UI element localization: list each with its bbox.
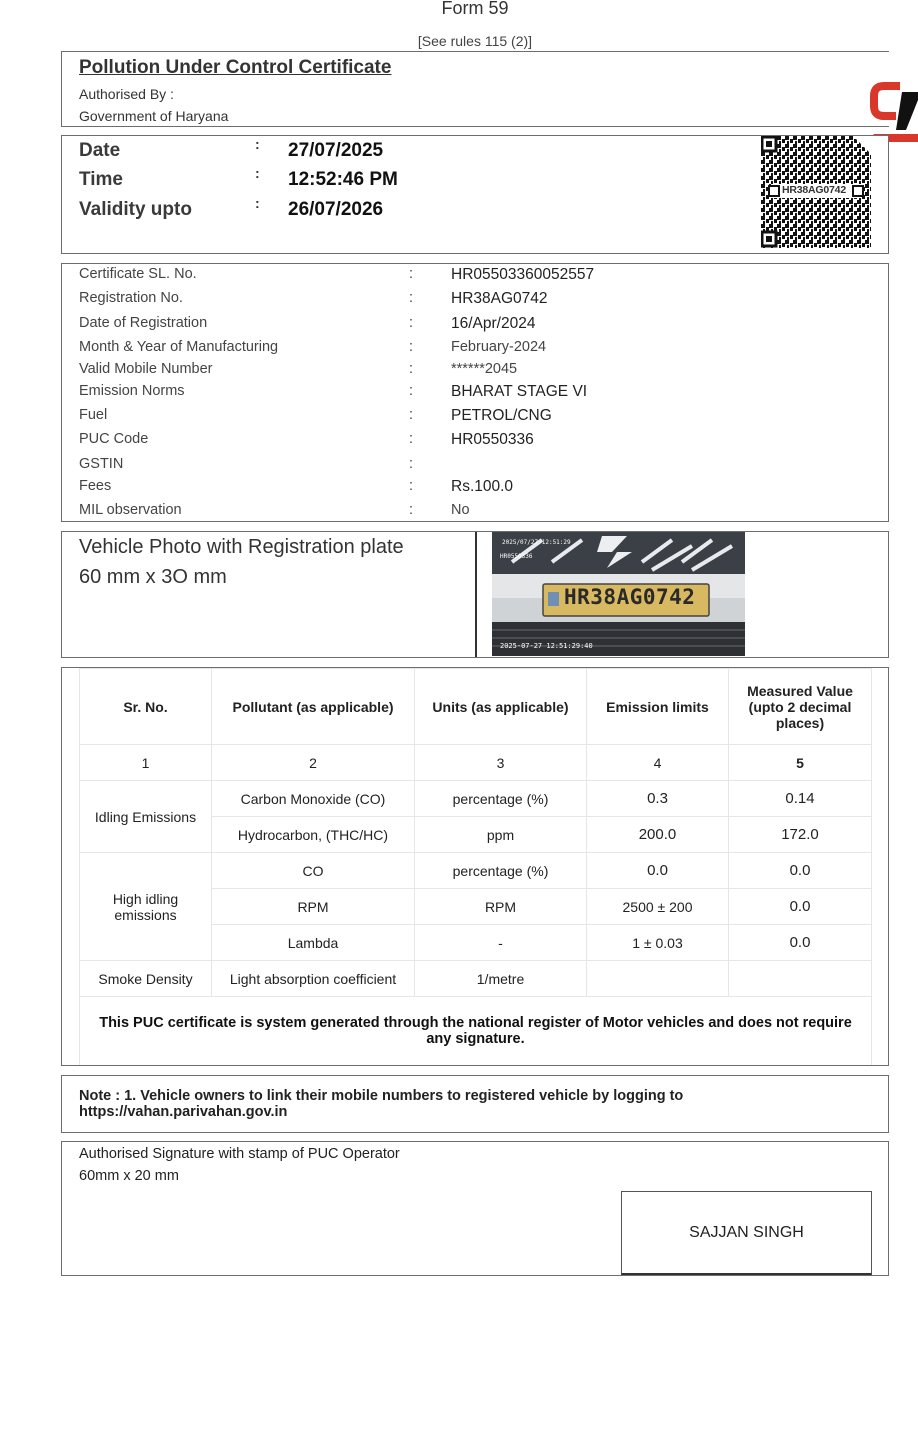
validity-value: 26/07/2026 [288,199,384,220]
detail-label: Certificate SL. No. [79,266,197,282]
table-row [80,853,872,889]
column-number: 5 [729,745,872,781]
separator: : [409,339,414,355]
note-section [61,1075,889,1133]
unit-cell: percentage (%) [415,781,587,817]
photo-divider [475,532,477,657]
detail-value: Rs.100.0 [451,478,514,495]
system-generated-note: This PUC certificate is system generated through the national register of Motor vehicles and does not require any signature. [80,997,872,1066]
separator: : [409,407,414,423]
column-number-row [80,745,872,781]
measured-cell: 0.0 [729,889,872,925]
detail-row-fees [79,478,879,500]
limit-cell [587,961,729,997]
measured-cell [729,961,872,997]
column-number: 1 [80,745,212,781]
pollutant-cell: Light absorption coefficient [212,961,415,997]
detail-row-registration-no [79,290,879,312]
unit-cell: percentage (%) [415,853,587,889]
column-header-limits: Emission limits [587,669,729,745]
measured-cell: 0.0 [729,925,872,961]
detail-row-certificate-sl-no [79,266,879,288]
qr-registration-text: HR38AG0742 [782,184,846,196]
date-value: 27/07/2025 [288,140,384,161]
separator: : [409,361,414,377]
column-header-sr-no: Sr. No. [80,669,212,745]
operator-signature-box [621,1191,872,1275]
column-header-measured: Measured Value (upto 2 decimal places) [729,669,872,745]
detail-row-gstin [79,456,879,478]
detail-label: Valid Mobile Number [79,361,213,377]
svg-text:HR0550336: HR0550336 [500,553,533,560]
separator: : [409,431,414,447]
separator: : [409,478,414,494]
detail-value: ******2045 [451,361,518,377]
separator: : [409,266,414,282]
svg-text:2025/07/27 12:51:29: 2025/07/27 12:51:29 [502,539,571,546]
detail-row-date-of-registration [79,315,879,337]
detail-value: PETROL/CNG [451,407,552,424]
limit-cell: 0.0 [587,853,729,889]
separator: : [409,383,414,399]
separator: : [255,195,260,211]
time-label: Time [79,169,124,190]
vehicle-photo-size: 60 mm x 3O mm [79,566,227,588]
authorised-by-label: Authorised By : [79,86,174,102]
detail-value: 16/Apr/2024 [451,315,536,332]
separator: : [409,290,414,306]
vehicle-photo-label: Vehicle Photo with Registration plate [79,536,404,558]
validity-label: Validity upto [79,199,192,220]
limit-cell: 2500 ± 200 [587,889,729,925]
detail-label: GSTIN [79,456,124,472]
detail-value: BHARAT STAGE VI [451,383,588,400]
unit-cell: - [415,925,587,961]
column-header-units: Units (as applicable) [415,669,587,745]
measured-cell: 172.0 [729,817,872,853]
time-value: 12:52:46 PM [288,169,398,190]
authority-name: Government of Haryana [79,108,229,124]
form-rule-reference: [See rules 115 (2)] [417,33,533,49]
emission-table [79,668,872,1065]
note-body: Note : 1. Vehicle owners to link their mobile numbers to registered vehicle by logging to [79,1088,684,1104]
note-text [79,1088,683,1120]
vehicle-details-section [61,263,889,522]
column-number: 2 [212,745,415,781]
vehicle-photo-section [61,531,889,658]
measured-cell: 0.14 [729,781,872,817]
pollutant-cell: CO [212,853,415,889]
detail-value: HR38AG0742 [451,290,548,307]
group-label-smoke-density: Smoke Density [80,961,212,997]
signature-label: Authorised Signature with stamp of PUC Operator [79,1146,400,1162]
separator: : [255,136,260,152]
vahan-link[interactable]: https://vahan.parivahan.gov.in [79,1104,288,1120]
limit-cell: 1 ± 0.03 [587,925,729,961]
unit-cell: 1/metre [415,961,587,997]
detail-value: No [451,502,470,518]
detail-label: PUC Code [79,431,149,447]
pollutant-cell: Carbon Monoxide (CO) [212,781,415,817]
detail-label: Fuel [79,407,108,423]
photo-timestamp: 2025-07-27 12:51:29:40 [500,642,593,650]
detail-row-manufacturing [79,339,879,361]
table-row [80,961,872,997]
detail-label: MIL observation [79,502,182,518]
separator: : [409,502,414,518]
column-number: 4 [587,745,729,781]
form-title: Form 59 [441,0,509,18]
detail-value: February-2024 [451,339,547,355]
emission-results-section [61,667,889,1066]
detail-label: Date of Registration [79,315,208,331]
limit-cell: 200.0 [587,817,729,853]
limit-cell: 0.3 [587,781,729,817]
detail-value: HR0550336 [451,431,534,448]
plate-number: HR38AG0742 [564,585,696,609]
group-label-idling: Idling Emissions [80,781,212,853]
measured-cell: 0.0 [729,853,872,889]
column-header-pollutant: Pollutant (as applicable) [212,669,415,745]
detail-label: Month & Year of Manufacturing [79,339,279,355]
unit-cell: RPM [415,889,587,925]
certificate-title: Pollution Under Control Certificate [79,57,392,78]
detail-row-mil-observation [79,502,879,524]
date-label: Date [79,140,121,161]
detail-label: Registration No. [79,290,183,306]
detail-value: HR05503360052557 [451,266,595,283]
detail-row-puc-code [79,431,879,453]
pollutant-cell: Lambda [212,925,415,961]
qr-code [761,136,871,248]
detail-row-fuel [79,407,879,429]
detail-label: Fees [79,478,112,494]
signature-size: 60mm x 20 mm [79,1168,179,1184]
pollutant-cell: Hydrocarbon, (THC/HC) [212,817,415,853]
column-number: 3 [415,745,587,781]
table-header-row [80,669,872,745]
separator: : [255,165,260,181]
unit-cell: ppm [415,817,587,853]
pollutant-cell: RPM [212,889,415,925]
detail-row-emission-norms [79,383,879,405]
table-footer-row [80,997,872,1066]
separator: : [409,315,414,331]
separator: : [409,456,414,472]
detail-label: Emission Norms [79,383,185,399]
group-label-high-idling: High idling emissions [80,853,212,961]
detail-row-mobile-number [79,361,879,383]
vehicle-photo [492,532,745,656]
operator-name: SAJJAN SINGH [689,1224,804,1241]
table-row [80,781,872,817]
certificate-header [61,51,889,127]
